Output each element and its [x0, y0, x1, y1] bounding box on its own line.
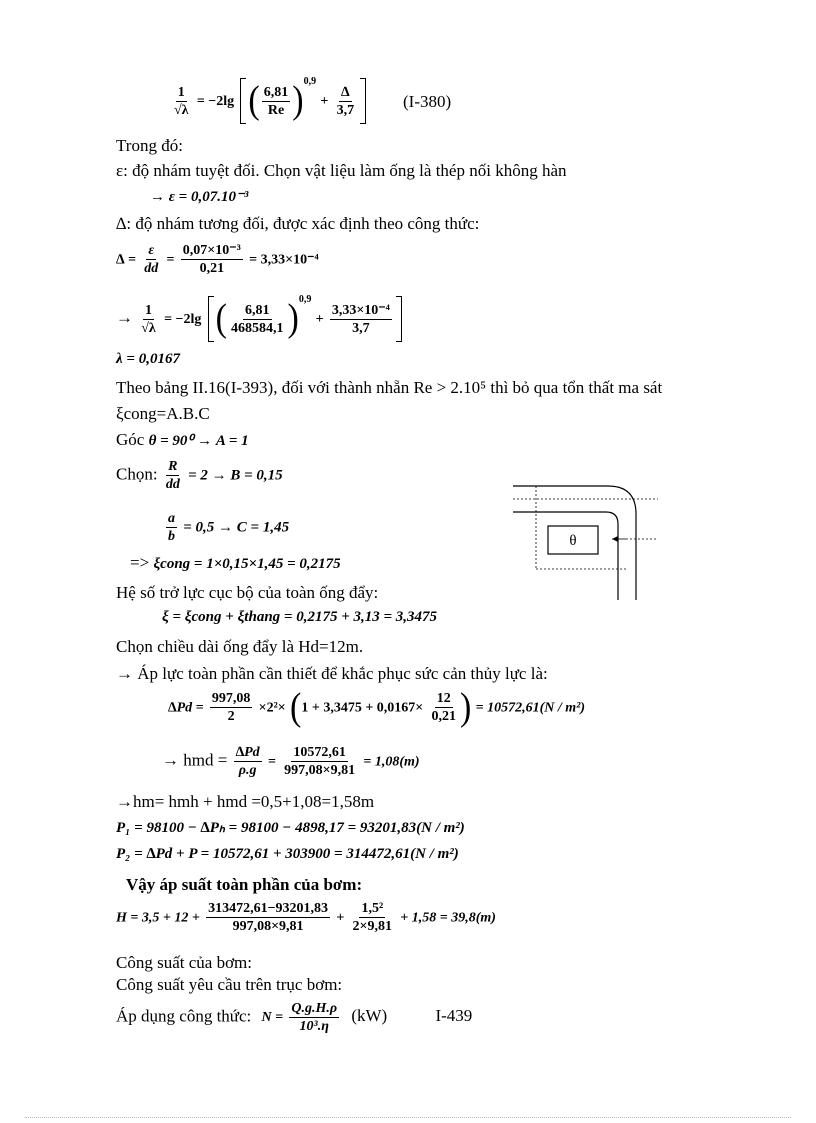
delta-equation [116, 242, 319, 277]
h-f1-num: 313472,61−93201,83 [208, 901, 329, 916]
chon-f2-den: b [168, 529, 175, 544]
p2-line: P₂ = ∆Pd + P = 10572,61 + 303900 = 314472,61(N / m²) [116, 846, 459, 862]
xi-cong-eq: ξcong = 1×0,15×1,45 = 0,2175 [153, 556, 341, 572]
delta-eq-lhs: ∆ = [116, 252, 137, 268]
h-lhs: H = 3,5 + 12 + [116, 910, 200, 926]
ap-dung-line [116, 1000, 472, 1035]
vay-ap-suat: Vậy áp suất toàn phần của bơm: [126, 875, 363, 894]
eq1-left-num: 1 [177, 84, 185, 100]
eq1-exp: 0,9 [303, 76, 317, 88]
goc-line [116, 430, 249, 450]
ap-luc: → Áp lực toàn phần cần thiết để khắc phục sức cản thủy lực là: [116, 664, 548, 683]
dp-f1-den: 2 [227, 709, 235, 724]
h-rhs: + 1,58 = 39,8(m) [400, 910, 496, 926]
eps-value: → ε = 0,07.10⁻³ [150, 189, 249, 205]
hmd-f2-den: 997,08×9,81 [284, 763, 356, 778]
footer-divider [25, 1117, 791, 1118]
chon-line-2 [164, 510, 289, 545]
eq2-exp: 0,9 [298, 294, 312, 306]
trong-do: Trong đó: [116, 136, 183, 155]
n-unit: (kW) [351, 1006, 388, 1026]
ap-dung: Áp dụng công thức: [116, 1006, 252, 1026]
h-f2-num: 1,5² [361, 901, 384, 916]
eq1-f1-den: Re [267, 102, 285, 118]
eq1-f2-num: ∆ [341, 84, 350, 100]
pipe-inner-wall [513, 512, 618, 600]
cong-suat: Công suất của bơm: [116, 953, 252, 972]
delta-f1-den: dd [144, 261, 159, 276]
hmd-f1-den: ρ.g [238, 763, 257, 778]
n-lhs: N = [261, 1010, 284, 1026]
dp-f1-num: 997,08 [211, 691, 251, 706]
eq2-f2-den: 3,7 [352, 320, 370, 336]
chon-line-1 [116, 458, 283, 493]
dp-rhs: = 10572,61(N / m²) [475, 700, 585, 716]
eq1-f1-num: 6,81 [263, 84, 289, 100]
dp-lhs: ∆Pd = [168, 700, 204, 716]
eq2-f2-num: 3,33×10⁻⁴ [331, 302, 390, 318]
chon-label: Chọn: [116, 464, 158, 484]
goc-label: Góc [116, 430, 145, 449]
n-f-den: 10³.η [299, 1019, 329, 1034]
xi-cong: ξcong=A.B.C [116, 404, 210, 423]
chon-f2-num: a [168, 511, 175, 526]
n-f-num: Q.g.H.ρ [291, 1001, 338, 1016]
p1-line: P₁ = 98100 − ∆Pₕ = 98100 − 4898,17 = 93201,83(N / m²) [116, 820, 465, 836]
delta-f1-num: ε [148, 243, 155, 258]
cong-suat-yc: Công suất yêu cầu trên trục bơm: [116, 975, 343, 994]
dp-mid: ×2²× [258, 700, 286, 716]
dp-f2-den: 0,21 [431, 709, 457, 724]
pipe-bend-diagram [508, 484, 668, 600]
theta-label: θ [569, 533, 577, 549]
hmd-equation: → hmd = $\frac{\Delta Pd}{\rho.g}$ = $\frac{10572,61}{997,08\times 9,81}$ = 1,08(m) [162, 745, 420, 778]
hmd-f1-num: ∆Pd [235, 745, 260, 760]
goc-eq: θ = 90⁰ → A = 1 [148, 433, 249, 449]
he-so: Hệ số trở lực cục bộ của toàn ống đẩy: [116, 583, 379, 602]
chon-chieu-dai: Chọn chiều dài ống đẩy là Hd=12m. [116, 637, 364, 656]
eq2-left-den: √λ [141, 320, 156, 336]
chon-eq2: = 0,5 → C = 1,45 [183, 519, 290, 536]
eps-desc: ε: độ nhám tuyệt đối. Chọn vật liệu làm ống là thép nối không hàn [116, 161, 567, 180]
hmd-rhs: = 1,08(m) [363, 754, 420, 770]
lambda-result: λ = 0,0167 [116, 351, 180, 367]
delta-f2-num: 0,07×10⁻³ [182, 243, 241, 258]
arrow-xi: => [130, 553, 150, 572]
theo-bang: Theo bảng II.16(I-393), đối với thành nhẵn Re > 2.10⁵ thì bỏ qua tổn thất ma sát [116, 378, 663, 397]
eq2-left-num: 1 [145, 302, 153, 318]
h-f2-den: 2×9,81 [352, 919, 393, 934]
dp-equation: ∆Pd = $\frac{997,08}{2}$ ×2²× (1 + 3,3475 + 0,0167× $\frac{12}{0,21}$ ) = 10572,61(N / m²) [168, 685, 585, 729]
equation-i380: $\frac{1}{√\lambda}$ = −2lg ( $\frac{6,81}{Re}$ )$^{0,9}$ + $\frac{\Delta}{3,7}$ [170, 78, 368, 124]
delta-f2-den: 0,21 [199, 261, 225, 276]
n-ref: I-439 [435, 1006, 473, 1026]
delta-eq-mid: = [166, 252, 175, 268]
equation-lambda: → $\frac{1}{√\lambda}$ = −2lg ( $\frac{6,81}{468584,1}$ )$^{0,9}$ + $\frac{\text{3,33×10⁻⁴}}{3,7}$ [116, 296, 404, 342]
chon-f1-den: dd [165, 477, 180, 492]
xi-total: ξ = ξcong + ξthang = 0,2175 + 3,13 = 3,3475 [162, 609, 438, 625]
eq2-f1-num: 6,81 [245, 302, 270, 318]
delta-eq-rhs: = 3,33×10⁻⁴ [249, 252, 319, 268]
dp-f2-num: 12 [436, 691, 451, 706]
eq1-rhs-prefix: = −2lg [196, 93, 235, 109]
eq1-ref: (I-380) [403, 92, 452, 111]
arrow-head [612, 536, 618, 542]
hmd-f2-num: 10572,61 [293, 745, 346, 760]
hm-line: →hm= hmh + hmd =0,5+1,08=1,58m [116, 792, 375, 811]
h-f1-den: 997,08×9,81 [232, 919, 304, 934]
h-equation: H = 3,5 + 12 + $\frac{313472,61-93201,83}{997,08\times 9,81}$ + $\frac{\text{1,5²}}{2\times 9,81}$ + 1,58 = 39,8(m) [116, 901, 496, 934]
hmd-label: → hmd = [162, 750, 228, 770]
eq1-left-den: √λ [174, 102, 189, 118]
xi-cong-line [130, 553, 341, 573]
chon-eq1: = 2 → B = 0,15 [188, 467, 283, 484]
chon-f1-num: R [168, 459, 178, 474]
eq1-f2-den: 3,7 [336, 102, 355, 118]
eq2-rhs-prefix: = −2lg [164, 311, 202, 327]
delta-desc: ∆: độ nhám tương đối, được xác định theo công thức: [116, 214, 480, 233]
eq2-f1-den: 468584,1 [231, 320, 284, 336]
dp-inner: 1 + 3,3475 + 0,0167× [301, 700, 424, 716]
